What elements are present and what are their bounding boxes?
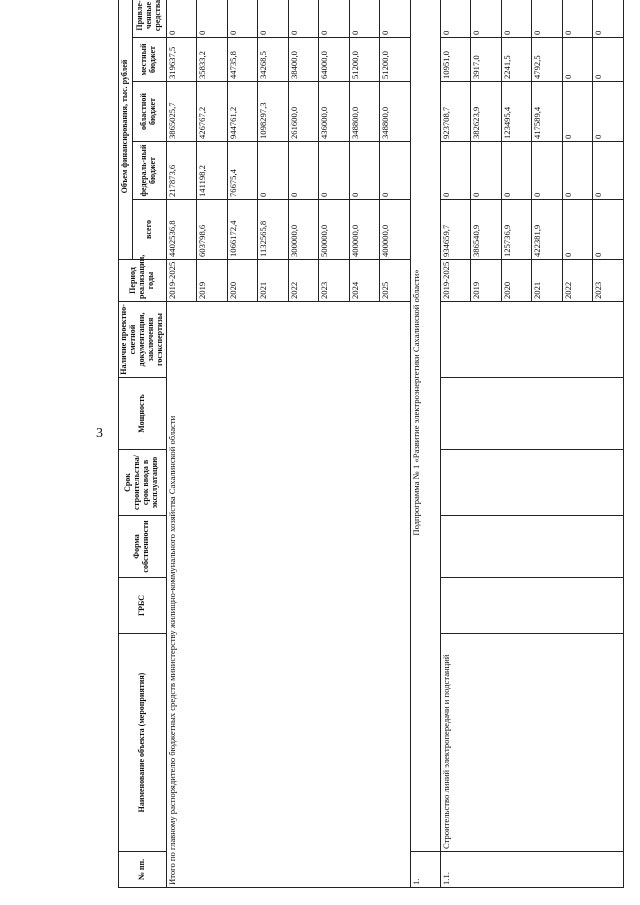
cell-attracted: 0 bbox=[288, 0, 318, 38]
cell-local: 51200,0 bbox=[349, 38, 379, 82]
cell-federal: 0 bbox=[593, 142, 624, 200]
cell-local: 34268,5 bbox=[258, 38, 288, 82]
cell-local: 3917,0 bbox=[471, 38, 501, 82]
cell-grbs bbox=[440, 578, 623, 634]
col-psd-header: Наличие проектно-сметной документации, заключения госэкспертизы bbox=[119, 302, 167, 378]
cell-federal: 141198,2 bbox=[197, 142, 227, 200]
col-num-header: № пп. bbox=[119, 852, 167, 888]
item-num: 1.1. bbox=[440, 852, 623, 888]
total-block-label: Итого по главному распорядителю бюджетных средств министерству жилищно-коммунального хозяйства Сахалинской области bbox=[166, 302, 410, 888]
cell-total: 386540,9 bbox=[471, 200, 501, 260]
col-total-header: всего bbox=[132, 200, 166, 260]
cell-year: 2019 bbox=[471, 260, 501, 302]
cell-federal: 0 bbox=[471, 142, 501, 200]
cell-regional: 417589,4 bbox=[532, 82, 562, 142]
cell-local: 51200,0 bbox=[380, 38, 410, 82]
col-term-header: Срок строительства/ срок ввода в эксплуатацию bbox=[119, 450, 167, 516]
col-name-header: Наименование объекта (мероприятия) bbox=[119, 634, 167, 852]
cell-year: 2019 bbox=[197, 260, 227, 302]
cell-federal: 0 bbox=[319, 142, 349, 200]
cell-regional: 348800,0 bbox=[380, 82, 410, 142]
cell-attracted: 0 bbox=[440, 0, 470, 38]
item-name: Строительство линий электропередачи и подстанций bbox=[440, 634, 623, 852]
cell-attracted: 0 bbox=[471, 0, 501, 38]
cell-attracted: 0 bbox=[593, 0, 624, 38]
cell-year: 2023 bbox=[593, 260, 624, 302]
table-row bbox=[166, 0, 196, 888]
cell-regional: 1098297,3 bbox=[258, 82, 288, 142]
cell-regional: 382623,9 bbox=[471, 82, 501, 142]
cell-federal: 0 bbox=[440, 142, 470, 200]
cell-attracted: 0 bbox=[562, 0, 592, 38]
cell-local: 64000,0 bbox=[319, 38, 349, 82]
finance-group-header: Объем финансирования, тыс. рублей bbox=[119, 0, 133, 260]
cell-regional: 0 bbox=[593, 82, 624, 142]
cell-local: 35833,2 bbox=[197, 38, 227, 82]
cell-local: 44735,8 bbox=[227, 38, 257, 82]
cell-attracted: 0 bbox=[227, 0, 257, 38]
cell-year: 2025 bbox=[380, 260, 410, 302]
cell-regional: 123495,4 bbox=[501, 82, 531, 142]
cell-total: 0 bbox=[562, 200, 592, 260]
cell-year: 2019-2025 bbox=[166, 260, 196, 302]
subprogram-num: 1. bbox=[410, 852, 440, 888]
cell-regional: 348800,0 bbox=[349, 82, 379, 142]
cell-attracted: 0 bbox=[319, 0, 349, 38]
cell-federal: 76675,4 bbox=[227, 142, 257, 200]
cell-total: 934659,7 bbox=[440, 200, 470, 260]
cell-federal: 0 bbox=[258, 142, 288, 200]
cell-year: 2020 bbox=[227, 260, 257, 302]
cell-federal: 0 bbox=[288, 142, 318, 200]
cell-federal: 0 bbox=[562, 142, 592, 200]
cell-ownership bbox=[440, 516, 623, 578]
cell-federal: 217873,6 bbox=[166, 142, 196, 200]
cell-total: 4402536,8 bbox=[166, 200, 196, 260]
table-row bbox=[440, 0, 470, 888]
cell-total: 400000,0 bbox=[349, 200, 379, 260]
cell-total: 603798,6 bbox=[197, 200, 227, 260]
cell-federal: 0 bbox=[532, 142, 562, 200]
col-attracted-header: Привле-ченные средства bbox=[132, 0, 166, 38]
col-federal-header: федераль-ный бюджет bbox=[132, 142, 166, 200]
cell-regional: 261600,0 bbox=[288, 82, 318, 142]
cell-attracted: 0 bbox=[349, 0, 379, 38]
cell-federal: 0 bbox=[501, 142, 531, 200]
cell-total: 125736,9 bbox=[501, 200, 531, 260]
cell-regional: 3865025,7 bbox=[166, 82, 196, 142]
col-local-header: местный бюджет bbox=[132, 38, 166, 82]
cell-local: 38400,0 bbox=[288, 38, 318, 82]
rotated-table-wrapper bbox=[118, 0, 618, 888]
col-ownership-header: Форма собственности bbox=[119, 516, 167, 578]
cell-total: 500000,0 bbox=[319, 200, 349, 260]
cell-year: 2023 bbox=[319, 260, 349, 302]
cell-term bbox=[440, 450, 623, 516]
cell-total: 422381,9 bbox=[532, 200, 562, 260]
cell-local: 10951,0 bbox=[440, 38, 470, 82]
cell-attracted: 0 bbox=[532, 0, 562, 38]
cell-total: 0 bbox=[593, 200, 624, 260]
cell-attracted: 0 bbox=[197, 0, 227, 38]
col-grbs-header: ГРБС bbox=[119, 578, 167, 634]
cell-psd bbox=[440, 302, 623, 378]
cell-year: 2019-2025 bbox=[440, 260, 470, 302]
cell-regional: 436000,0 bbox=[319, 82, 349, 142]
cell-local: 319637,5 bbox=[166, 38, 196, 82]
cell-local: 2241,5 bbox=[501, 38, 531, 82]
col-regional-header: областной бюджет bbox=[132, 82, 166, 142]
cell-total: 300000,0 bbox=[288, 200, 318, 260]
cell-federal: 0 bbox=[349, 142, 379, 200]
cell-regional: 0 bbox=[562, 82, 592, 142]
cell-regional: 923708,7 bbox=[440, 82, 470, 142]
page-number: 3 bbox=[96, 426, 103, 441]
subprogram-title: Подпрограмма № 1 «Развитие электроэнергетики Сахалинской области» bbox=[410, 0, 440, 852]
cell-federal: 0 bbox=[380, 142, 410, 200]
cell-year: 2021 bbox=[258, 260, 288, 302]
col-period-header: Период реализации, годы bbox=[119, 260, 167, 302]
cell-capacity bbox=[440, 378, 623, 450]
finance-table bbox=[118, 0, 624, 888]
cell-total: 400000,0 bbox=[380, 200, 410, 260]
cell-local: 0 bbox=[593, 38, 624, 82]
cell-attracted: 0 bbox=[166, 0, 196, 38]
cell-attracted: 0 bbox=[258, 0, 288, 38]
cell-attracted: 0 bbox=[501, 0, 531, 38]
cell-year: 2022 bbox=[288, 260, 318, 302]
cell-total: 1066172,4 bbox=[227, 200, 257, 260]
col-capacity-header: Мощность bbox=[119, 378, 167, 450]
cell-local: 4792,5 bbox=[532, 38, 562, 82]
cell-year: 2021 bbox=[532, 260, 562, 302]
cell-total: 1132565,8 bbox=[258, 200, 288, 260]
cell-year: 2024 bbox=[349, 260, 379, 302]
cell-year: 2022 bbox=[562, 260, 592, 302]
cell-attracted: 0 bbox=[380, 0, 410, 38]
cell-local: 0 bbox=[562, 38, 592, 82]
cell-regional: 944761,2 bbox=[227, 82, 257, 142]
cell-regional: 426767,2 bbox=[197, 82, 227, 142]
subprogram-row bbox=[410, 0, 440, 888]
cell-year: 2020 bbox=[501, 260, 531, 302]
